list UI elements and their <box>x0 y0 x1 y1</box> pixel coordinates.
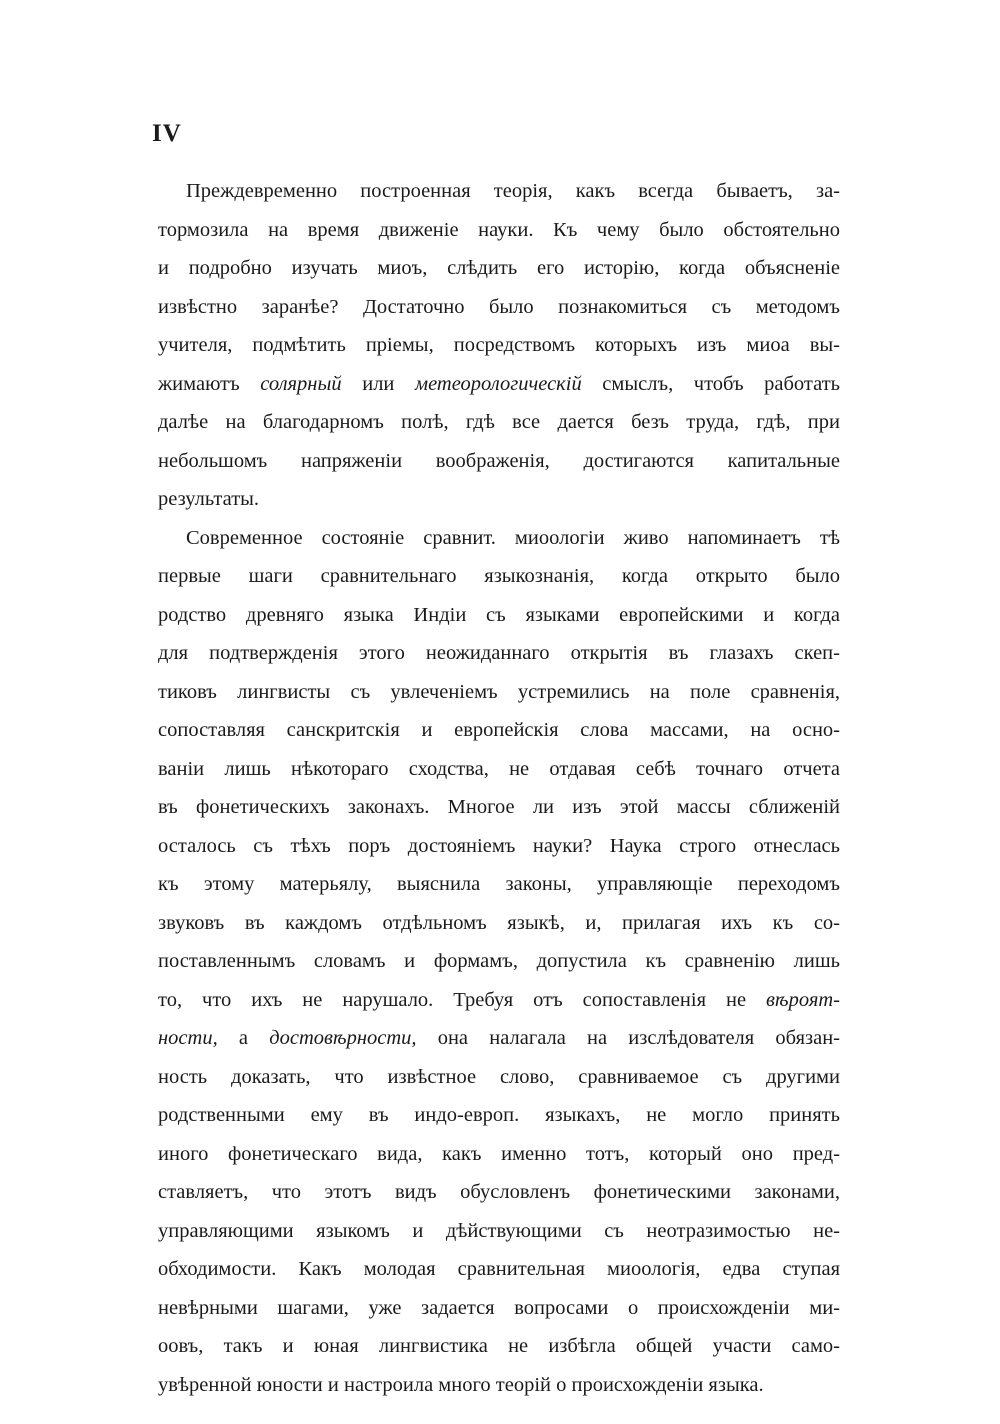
text-segment: жимаютъ <box>158 372 261 395</box>
text-segment: то, что ихъ не нарушало. Требуя отъ сопоставленія не <box>158 988 767 1011</box>
text-line: тормозила на время движеніе науки. Къ чему было обстоятельно <box>158 218 840 241</box>
italic-term: ности, <box>158 1027 218 1049</box>
text-line: и подробно изучать миоъ, слѣдить его исторію, когда объясненіе <box>158 257 840 279</box>
text-line: родство древняго языка Индіи съ языками европейскими и когда <box>158 603 840 626</box>
text-line: учителя, подмѣтить пріемы, посредствомъ которыхъ изъ миоа вы- <box>158 334 840 356</box>
text-line: результаты. <box>158 488 260 510</box>
text-line: сопоставляя санскритскія и европейскія слова массами, на осно- <box>158 719 840 741</box>
text-line: ставляетъ, что этотъ видъ обусловленъ фонетическими законами, <box>158 1181 840 1203</box>
text-line: извѣстно заранѣе? Достаточно было познакомиться съ методомъ <box>158 295 840 318</box>
text-line: небольшомъ напряженіи воображенія, достигаются капитальные <box>158 449 840 472</box>
text-line: невѣрными шагами, уже задается вопросами о происхожденіи ми- <box>158 1296 840 1319</box>
text-line <box>158 365 840 404</box>
text-line: Современное состояніе сравнит. миоологіи живо напоминаетъ тѣ <box>186 526 840 549</box>
text-line: далѣе на благодарномъ полѣ, гдѣ все дается безъ труда, гдѣ, при <box>158 411 840 433</box>
text-segment: она налагала на изслѣдователя обязан- <box>416 1027 840 1049</box>
page-number: IV <box>152 120 182 147</box>
italic-term: вѣроят- <box>766 988 840 1011</box>
italic-term: достовѣрности, <box>269 1027 417 1049</box>
text-line <box>158 1019 840 1058</box>
text-line: увѣренной юности и настроила много теорій о происхожденіи языка. <box>158 1373 764 1396</box>
paragraph-1 <box>158 172 840 519</box>
text-line: осталось съ тѣхъ поръ достояніемъ науки? Наука строго отнеслась <box>158 834 840 857</box>
italic-term: метеорологическій <box>414 372 582 395</box>
text-line: поставленнымъ словамъ и формамъ, допустила къ сравненію лишь <box>158 950 840 972</box>
text-line: родственными ему въ индо-европ. языкахъ, не могло принять <box>158 1104 840 1126</box>
text-segment: смыслъ, чтобъ работать <box>581 372 840 395</box>
text-line: управляющими языкомъ и дѣйствующими съ неотразимостью не- <box>158 1219 840 1242</box>
text-line: Преждевременно построенная теорія, какъ всегда бываетъ, за- <box>186 180 840 202</box>
text-line: оовъ, такъ и юная лингвистика не избѣгла общей участи само- <box>158 1335 840 1357</box>
text-line: обходимости. Какъ молодая сравнительная миоологія, едва ступая <box>158 1258 840 1280</box>
text-line: въ фонетическихъ законахъ. Многое ли изъ этой массы сближеній <box>158 796 840 818</box>
text-segment: или <box>341 372 415 395</box>
text-line: звуковъ въ каждомъ отдѣльномъ языкѣ, и, прилагая ихъ къ со- <box>158 911 840 934</box>
text-line: для подтвержденія этого неожиданнаго открытія въ глазахъ скеп- <box>158 642 840 664</box>
italic-term: солярный <box>260 372 342 395</box>
text-line: къ этому матерьялу, выяснила законы, управляющіе переходомъ <box>158 873 840 895</box>
text-line: ность доказать, что извѣстное слово, сравниваемое съ другими <box>158 1065 840 1088</box>
page-text <box>158 172 840 1404</box>
text-line: тиковъ лингвисты съ увлеченіемъ устремились на поле сравненія, <box>158 680 840 703</box>
text-line: ваніи лишь нѣкотораго сходства, не отдавая себѣ точнаго отчета <box>158 757 840 780</box>
paragraph-2 <box>158 519 840 1405</box>
text-segment: а <box>217 1027 270 1049</box>
text-line: первые шаги сравнительнаго языкознанія, когда открыто было <box>158 565 840 587</box>
text-line: иного фонетическаго вида, какъ именно тотъ, который оно пред- <box>158 1142 840 1165</box>
text-line <box>158 981 840 1020</box>
